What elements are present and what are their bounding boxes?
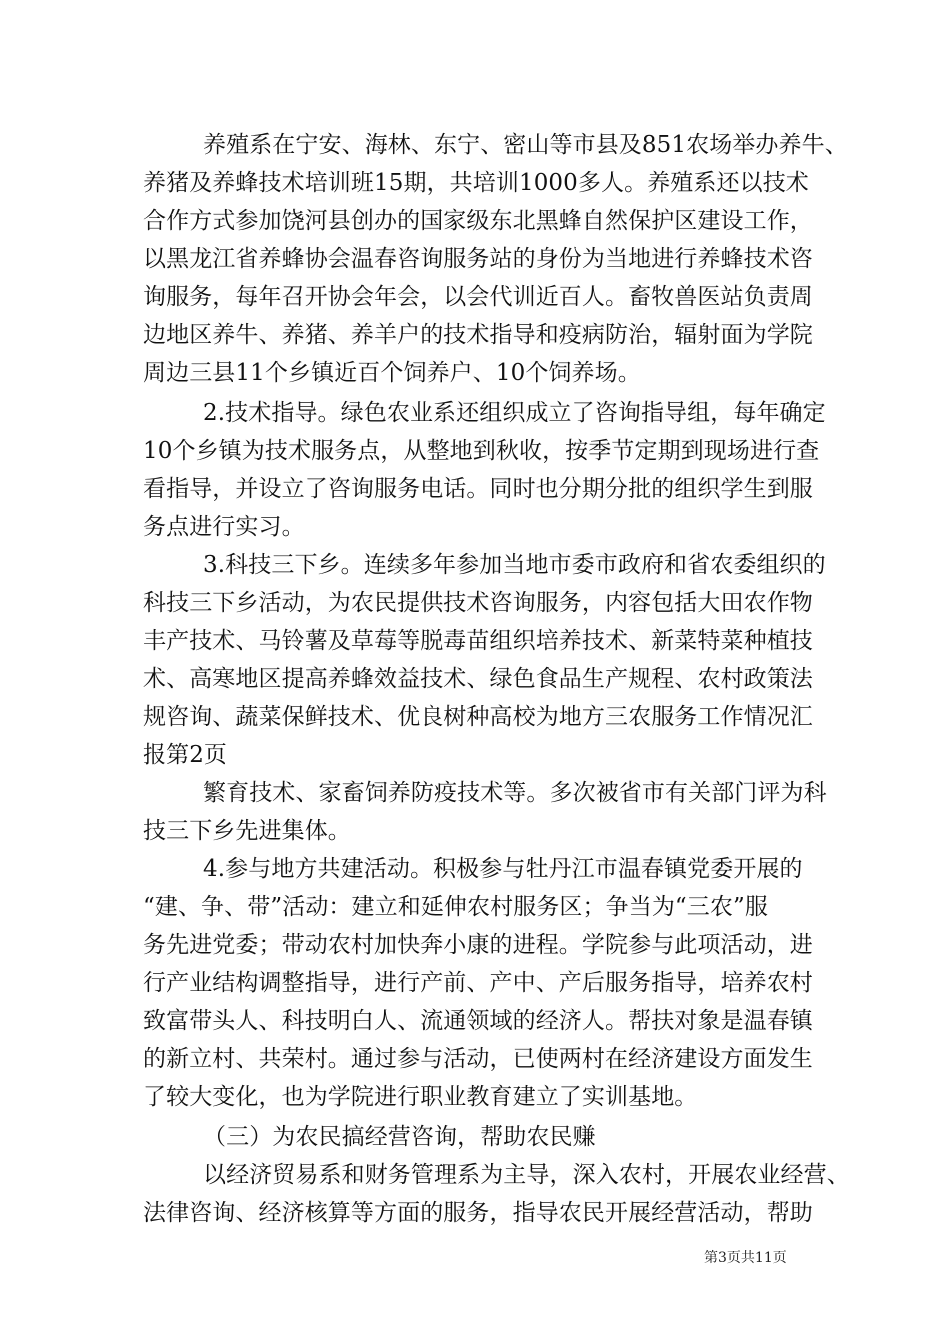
text-line-7: 周边三县11个乡镇近百个饲养户、10个饲养场。 [143, 360, 641, 386]
text-line-28: 以经济贸易系和财务管理系为主导，深入农村，开展农业经营、 [203, 1162, 850, 1188]
page-number-footer: 第3页共11页 [704, 1250, 787, 1266]
text-line-2: 养猪及养蜂技术培训班15期，共培训1000多人。养殖系还以技术 [143, 170, 809, 196]
text-line-23: 行产业结构调整指导，进行产前、产中、产后服务指导，培养农村 [143, 970, 813, 996]
text-line-13: 科技三下乡活动，为农民提供技术咨询服务，内容包括大田农作物 [143, 590, 813, 616]
text-line-9: 10个乡镇为技术服务点，从整地到秋收，按季节定期到现场进行查 [143, 438, 820, 464]
text-line-21: “建、争、带”活动：建立和延伸农村服务区；争当为“三农”服 [143, 894, 768, 920]
section-heading: （三）为农民搞经营咨询，帮助农民赚 [203, 1124, 596, 1150]
text-line-3: 合作方式参加饶河县创办的国家级东北黑蜂自然保护区建设工作， [143, 208, 813, 234]
text-line-12: 3.科技三下乡。连续多年参加当地市委市政府和省农委组织的 [203, 552, 826, 578]
text-line-11: 务点进行实习。 [143, 514, 305, 540]
text-line-5: 询服务，每年召开协会年会，以会代训近百人。畜牧兽医站负责周 [143, 284, 813, 310]
text-line-8: 2.技术指导。绿色农业系还组织成立了咨询指导组，每年确定 [203, 400, 826, 426]
text-line-25: 的新立村、共荣村。通过参与活动，已使两村在经济建设方面发生 [143, 1046, 813, 1072]
text-line-16: 规咨询、蔬菜保鲜技术、优良树种高校为地方三农服务工作情况汇 [143, 704, 813, 730]
text-line-1: 养殖系在宁安、海林、东宁、密山等市县及851农场举办养牛、 [203, 132, 848, 158]
text-line-10: 看指导，并设立了咨询服务电话。同时也分期分批的组织学生到服 [143, 476, 813, 502]
text-line-18: 繁育技术、家畜饲养防疫技术等。多次被省市有关部门评为科 [203, 780, 827, 806]
text-line-29: 法律咨询、经济核算等方面的服务，指导农民开展经营活动，帮助 [143, 1200, 813, 1226]
text-line-15: 术、高寒地区提高养蜂效益技术、绿色食品生产规程、农村政策法 [143, 666, 813, 692]
text-line-6: 边地区养牛、养猪、养羊户的技术指导和疫病防治，辐射面为学院 [143, 322, 813, 348]
text-line-14: 丰产技术、马铃薯及草莓等脱毒苗组织培养技术、新菜特菜种植技 [143, 628, 813, 654]
text-line-17: 报第2页 [143, 742, 228, 768]
text-line-19: 技三下乡先进集体。 [143, 818, 351, 844]
text-line-24: 致富带头人、科技明白人、流通领域的经济人。帮扶对象是温春镇 [143, 1008, 813, 1034]
text-line-4: 以黑龙江省养蜂协会温春咨询服务站的身份为当地进行养蜂技术咨 [143, 246, 813, 272]
text-line-20: 4.参与地方共建活动。积极参与牡丹江市温春镇党委开展的 [203, 856, 803, 882]
text-line-26: 了较大变化，也为学院进行职业教育建立了实训基地。 [143, 1084, 698, 1110]
text-line-22: 务先进党委；带动农村加快奔小康的进程。学院参与此项活动，进 [143, 932, 813, 958]
